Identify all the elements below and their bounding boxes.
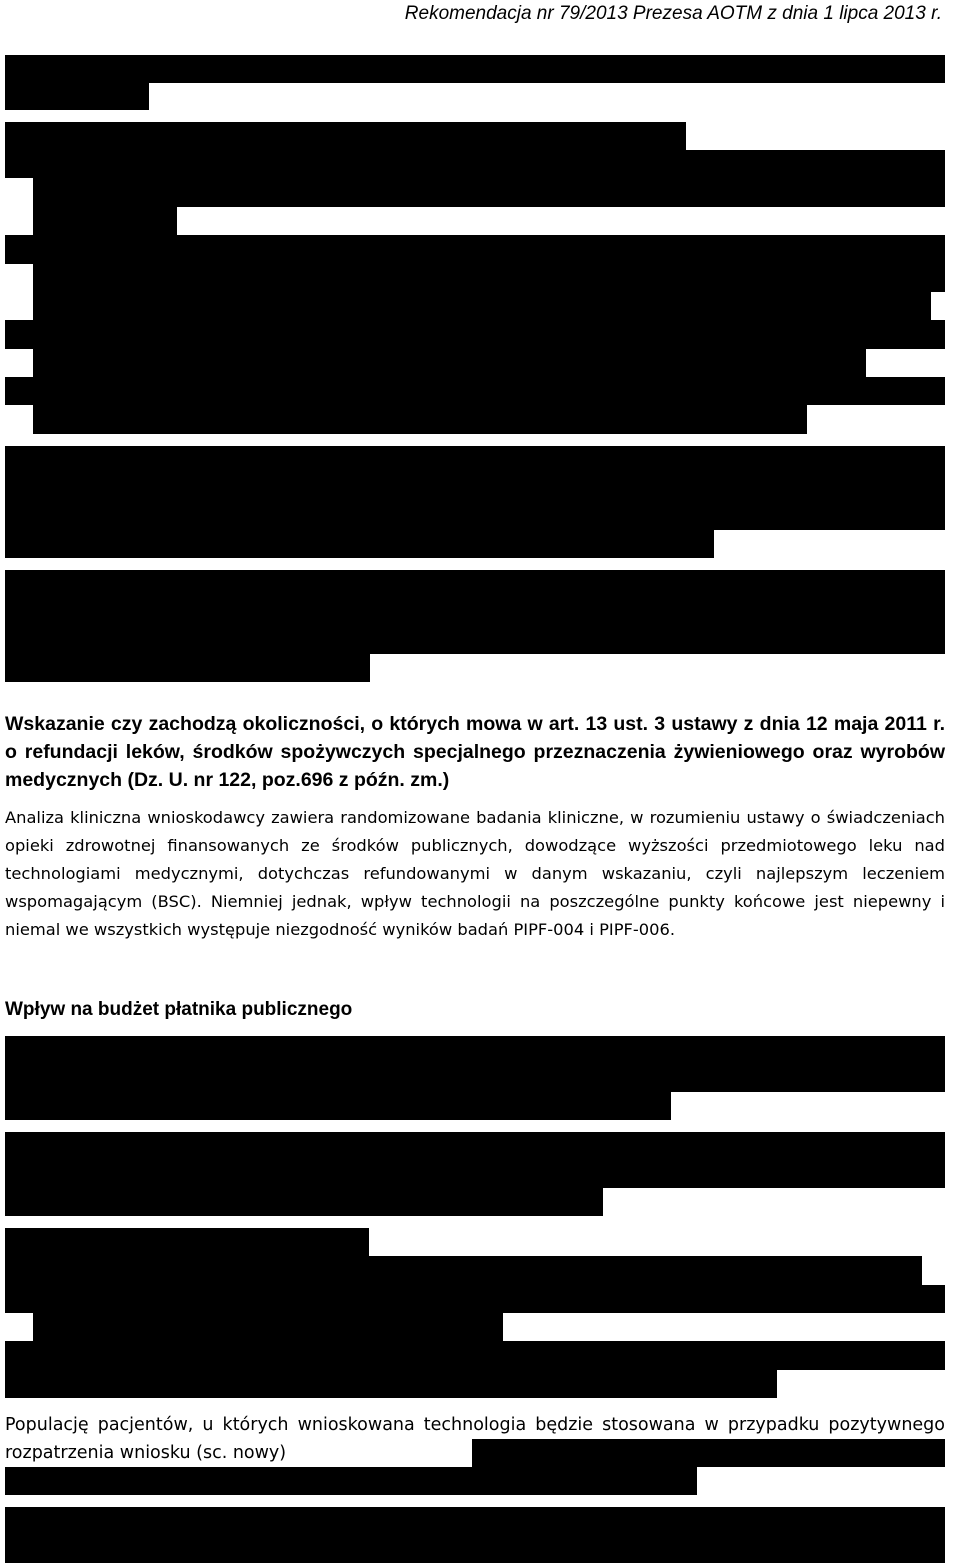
art13-heading: Wskazanie czy zachodzą okoliczności, o których mowa w art. 13 ust. 3 ustawy z dnia 12 maja 2011 r. o refundacji leków, środków spożywczych specjalnego przeznaczenia żywieniowego oraz wyrobów medycznych (Dz. U. nr 122, poz.696 z późn. zm.) <box>5 713 945 791</box>
art13-body: Analiza kliniczna wnioskodawcy zawiera randomizowane badania kliniczne, w rozumieniu ustawy o świadczeniach opieki zdrowotnej finansowanych ze środków publicznych, dowodzące wyższości przedmiotowego leku nad technologiami medycznymi, dotychczas refundowanymi w danym wskazaniu, czyli najlepszym leczeniem wspomagającym (BSC). Niemniej jednak, wpływ technologii na poszczególne punkty końcowe jest niepewny i niemal we wszystkich występuje niezgodność wyników badań PIPF-004 i PIPF-006. <box>5 808 945 939</box>
redaction-block <box>33 178 945 207</box>
redaction-block <box>5 377 945 405</box>
redaction-block <box>5 1467 697 1495</box>
redaction-block <box>5 530 714 558</box>
redaction-block <box>5 1285 945 1313</box>
redaction-block <box>5 1507 945 1535</box>
redaction-block <box>5 83 149 110</box>
redaction-block <box>5 320 945 349</box>
redaction-block <box>5 1256 922 1285</box>
redaction-block <box>5 150 945 178</box>
redaction-block <box>5 570 945 654</box>
redaction-block <box>5 1064 945 1092</box>
redaction-block <box>5 1228 369 1256</box>
redaction-block <box>5 1036 945 1064</box>
redaction-block <box>472 1439 945 1467</box>
redaction-block <box>33 405 807 434</box>
redaction-block <box>5 1370 777 1398</box>
redaction-block <box>5 1132 945 1160</box>
redaction-block <box>33 349 866 377</box>
redaction-block <box>5 1160 945 1188</box>
redaction-block <box>5 446 945 530</box>
redaction-block <box>5 1092 671 1120</box>
redaction-block <box>33 207 177 235</box>
redaction-block <box>5 1188 603 1216</box>
redaction-block <box>5 654 370 682</box>
page-header: Rekomendacja nr 79/2013 Prezesa AOTM z dnia 1 lipca 2013 r. <box>404 3 942 24</box>
redaction-block <box>33 1313 503 1341</box>
redaction-block <box>5 1535 945 1563</box>
redaction-block <box>33 292 931 320</box>
redaction-block <box>33 264 945 292</box>
redaction-block <box>5 1341 945 1370</box>
redaction-block <box>5 235 945 264</box>
population-text: Populację pacjentów, u których wnioskowana technologia będzie stosowana w przypadku pozytywnego rozpatrzenia wniosku (sc. nowy) <box>5 1415 945 1463</box>
redaction-block <box>5 122 686 150</box>
budget-heading: Wpływ na budżet płatnika publicznego <box>5 999 353 1020</box>
redaction-block <box>5 55 945 83</box>
